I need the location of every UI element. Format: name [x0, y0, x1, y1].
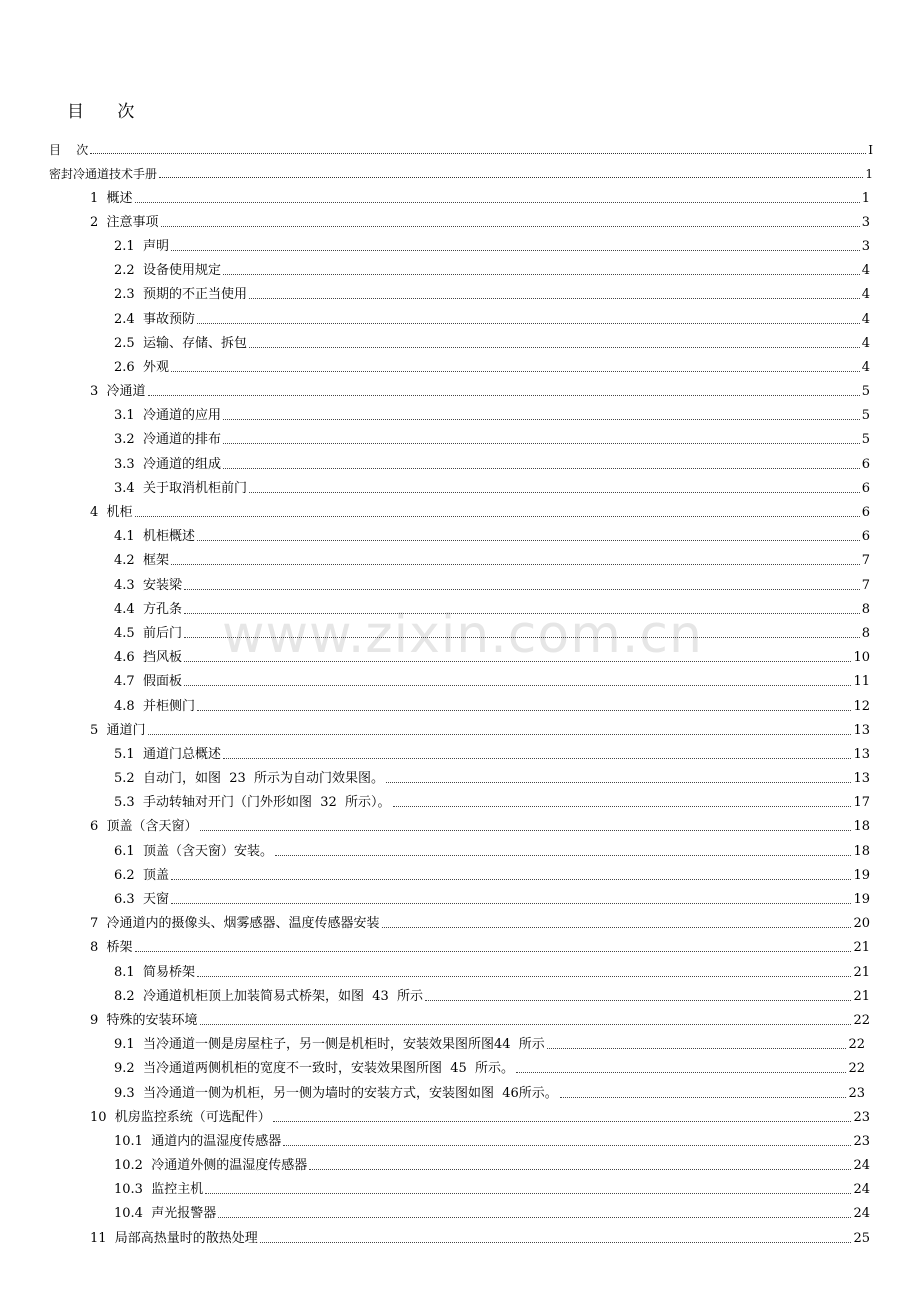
toc-entry-page-number: 21 — [853, 988, 870, 1004]
toc-entry-title: 8 桥架 — [90, 940, 133, 956]
toc-leader-dots — [171, 371, 860, 372]
toc-leader-dots — [516, 1072, 846, 1073]
toc-entry-title: 密封冷通道技术手册 — [49, 167, 158, 182]
toc-leader-dots — [171, 250, 860, 251]
toc-entry[interactable] — [0, 1174, 920, 1198]
toc-entry[interactable] — [0, 739, 920, 763]
toc-leader-dots — [560, 1097, 847, 1098]
toc-entry-title: 5.2 自动门，如图 23 所示为自动门效果图。 — [114, 771, 385, 787]
toc-entry-title: 9.2 当冷通道两侧机柜的宽度不一致时，安装效果图所图 45 所示。 — [114, 1061, 515, 1077]
toc-entry[interactable] — [0, 473, 920, 497]
toc-entry-title: 6.3 天窗 — [114, 892, 169, 907]
toc-entry[interactable] — [0, 1222, 920, 1246]
toc-entry-page-number: 23 — [853, 1109, 870, 1125]
toc-entry[interactable] — [0, 158, 920, 182]
toc-entry[interactable] — [0, 231, 920, 255]
toc-entry-page-number: 6 — [861, 456, 870, 472]
toc-leader-dots — [197, 976, 852, 977]
toc-entry-title: 9.1 当冷通道一侧是房屋柱子，另一侧是机柜时，安装效果图所图44 所示 — [114, 1037, 545, 1053]
toc-entry-page-number: 23 — [853, 1133, 870, 1149]
toc-leader-dots — [184, 685, 852, 686]
toc-entry-page-number: 17 — [853, 795, 870, 811]
toc-entry[interactable] — [0, 642, 920, 666]
toc-entry-title: 4.3 安装梁 — [114, 577, 182, 593]
toc-leader-dots — [283, 1145, 851, 1146]
toc-entry[interactable] — [0, 352, 920, 376]
toc-entry[interactable] — [0, 594, 920, 618]
toc-leader-dots — [197, 710, 852, 711]
toc-entry-page-number: 22 — [848, 1037, 865, 1053]
toc-entry-title: 4.4 方孔条 — [114, 601, 182, 617]
toc-entry[interactable] — [0, 328, 920, 352]
toc-entry-page-number: 22 — [853, 1012, 870, 1028]
toc-entry[interactable] — [0, 448, 920, 472]
toc-leader-dots — [171, 564, 860, 565]
toc-entry-page-number: 11 — [853, 674, 870, 690]
toc-entry[interactable] — [0, 279, 920, 303]
toc-entry[interactable] — [0, 932, 920, 956]
toc-leader-dots — [223, 443, 860, 444]
toc-entry[interactable] — [0, 424, 920, 448]
toc-entry[interactable] — [0, 956, 920, 980]
toc-entry[interactable] — [0, 618, 920, 642]
toc-entry-title: 2.5 运输、存储、拆包 — [114, 335, 247, 351]
toc-entry-page-number: 6 — [861, 505, 870, 520]
toc-leader-dots — [249, 492, 860, 493]
toc-entry-page-number: 22 — [848, 1061, 865, 1077]
toc-entry-page-number: 21 — [853, 940, 870, 956]
toc-entry-title: 6 顶盖（含天窗） — [90, 819, 198, 835]
toc-entry[interactable] — [0, 303, 920, 327]
toc-entry[interactable] — [0, 690, 920, 714]
toc-entry-page-number: 21 — [853, 964, 870, 980]
toc-leader-dots — [171, 879, 852, 880]
toc-leader-dots — [425, 1000, 851, 1001]
toc-entry-page-number: 18 — [853, 819, 870, 835]
toc-leader-dots — [197, 540, 860, 541]
toc-leader-dots — [393, 806, 852, 807]
toc-entry-page-number: 6 — [861, 480, 870, 496]
toc-leader-dots — [309, 1169, 851, 1170]
toc-entry-page-number: 8 — [861, 625, 870, 641]
toc-entry[interactable] — [0, 1005, 920, 1029]
toc-leader-dots — [273, 1121, 852, 1122]
toc-entry-title: 4.6 挡风板 — [114, 650, 182, 666]
toc-entry[interactable] — [0, 763, 920, 787]
toc-entry[interactable] — [0, 182, 920, 206]
toc-leader-dots — [223, 419, 860, 420]
toc-entry-title: 10.2 冷通道外侧的温湿度传感器 — [114, 1158, 308, 1174]
toc-entry-title: 10 机房监控系统（可选配件） — [90, 1109, 271, 1125]
toc-entry[interactable] — [0, 521, 920, 545]
toc-entry-title: 7 冷通道内的摄像头、烟雾感器、温度传感器安装 — [90, 916, 380, 932]
toc-entry-page-number: 1 — [861, 190, 870, 206]
toc-entry-page-number: 7 — [861, 577, 870, 593]
toc-leader-dots — [159, 177, 863, 178]
toc-entry-page-number: 6 — [861, 529, 870, 545]
toc-entry-title: 6.1 顶盖（含天窗）安装。 — [114, 843, 273, 859]
toc-entry-title: 4 机柜 — [90, 505, 133, 520]
toc-entry-page-number: 24 — [853, 1206, 870, 1222]
toc-entry[interactable] — [0, 255, 920, 279]
toc-entry-title: 11 局部高热量时的散热处理 — [90, 1230, 258, 1246]
watermark: www.zixin.com.cn — [222, 605, 703, 665]
toc-entry[interactable] — [0, 134, 920, 158]
toc-entry-page-number: 4 — [861, 263, 870, 279]
toc-entry-title: 4.2 框架 — [114, 553, 169, 569]
toc-entry-page-number: 1 — [865, 167, 873, 182]
toc-entry[interactable] — [0, 1126, 920, 1150]
toc-entry-page-number: 4 — [861, 335, 870, 351]
toc-entry-title: 1 概述 — [90, 190, 133, 206]
toc-entry[interactable] — [0, 1053, 920, 1077]
toc-entry-page-number: 5 — [861, 384, 870, 400]
toc-entry-page-number: 13 — [853, 746, 870, 762]
toc-entry-title: 4.1 机柜概述 — [114, 529, 195, 545]
toc-leader-dots — [148, 734, 852, 735]
toc-entry[interactable] — [0, 1198, 920, 1222]
toc-leader-dots — [135, 516, 860, 517]
toc-entry-page-number: 20 — [853, 916, 870, 932]
toc-entry-title: 2.4 事故预防 — [114, 311, 195, 327]
toc-leader-dots — [249, 347, 860, 348]
toc-leader-dots — [275, 855, 852, 856]
toc-entry-page-number: 13 — [853, 722, 870, 738]
toc-entry[interactable] — [0, 666, 920, 690]
toc-entry-title: 3.2 冷通道的排布 — [114, 432, 221, 448]
page-title: 目 次 — [67, 102, 149, 122]
toc-entry[interactable] — [0, 207, 920, 231]
toc-entry-page-number: 24 — [853, 1158, 870, 1174]
toc-entry-page-number: 8 — [861, 601, 870, 617]
toc-entry[interactable] — [0, 811, 920, 835]
toc-leader-dots — [223, 758, 852, 759]
toc-entry[interactable] — [0, 1102, 920, 1126]
toc-entry-page-number: 5 — [861, 432, 870, 448]
toc-entry-page-number: 5 — [861, 408, 870, 424]
toc-entry-title: 9.3 当冷通道一侧为机柜，另一侧为墙时的安装方式，安装图如图 46所示。 — [114, 1085, 558, 1101]
toc-entry[interactable] — [0, 400, 920, 424]
toc-entry[interactable] — [0, 376, 920, 400]
toc-entry[interactable] — [0, 1029, 920, 1053]
toc-entry[interactable] — [0, 835, 920, 859]
toc-entry-title: 8.2 冷通道机柜顶上加装简易式桥架，如图 43 所示 — [114, 988, 424, 1004]
toc-leader-dots — [260, 1242, 852, 1243]
toc-entry-title: 5.1 通道门总概述 — [114, 746, 221, 762]
toc-leader-dots — [200, 830, 852, 831]
toc-entry-page-number: 7 — [861, 553, 870, 569]
toc-entry-title: 5.3 手动转轴对开门（门外形如图 32 所示）。 — [114, 795, 391, 811]
toc-leader-dots — [135, 202, 860, 203]
toc-entry-page-number: 4 — [861, 287, 870, 303]
toc-entry-title: 10.3 监控主机 — [114, 1182, 204, 1198]
toc-entry[interactable] — [0, 715, 920, 739]
toc-leader-dots — [547, 1048, 847, 1049]
toc-leader-dots — [249, 298, 860, 299]
toc-entry-title: 10.4 声光报警器 — [114, 1206, 217, 1222]
toc-entry-page-number: 3 — [861, 238, 870, 254]
toc-entry-title: 4.7 假面板 — [114, 674, 182, 690]
toc-entry-title: 2 注意事项 — [90, 214, 159, 230]
toc-entry[interactable] — [0, 569, 920, 593]
toc-leader-dots — [148, 395, 860, 396]
toc-entry-title: 2.2 设备使用规定 — [114, 263, 221, 279]
toc-entry-title: 8.1 简易桥架 — [114, 964, 195, 980]
toc-entry-title: 3.3 冷通道的组成 — [114, 456, 221, 472]
toc-entry-page-number: 4 — [861, 311, 870, 327]
toc-entry[interactable] — [0, 1077, 920, 1101]
toc-entry-page-number: I — [868, 143, 873, 158]
toc-entry-page-number: 3 — [861, 214, 870, 230]
toc-leader-dots — [386, 782, 851, 783]
toc-entry[interactable] — [0, 787, 920, 811]
toc-entry-title: 10.1 通道内的温湿度传感器 — [114, 1133, 282, 1149]
toc-entry-page-number: 19 — [853, 892, 870, 907]
toc-entry-title: 5 通道门 — [90, 722, 146, 738]
toc-leader-dots — [382, 927, 852, 928]
toc-entry[interactable] — [0, 497, 920, 521]
toc-entry-page-number: 18 — [853, 843, 870, 859]
toc-leader-dots — [90, 153, 866, 154]
toc-entry-page-number: 12 — [853, 698, 870, 714]
toc-entry-title: 9 特殊的安装环境 — [90, 1012, 198, 1028]
toc-entry-title: 2.1 声明 — [114, 238, 169, 254]
toc-entry-title: 2.6 外观 — [114, 359, 169, 375]
table-of-contents — [0, 134, 920, 1247]
toc-entry-page-number: 4 — [861, 359, 870, 375]
toc-entry[interactable] — [0, 545, 920, 569]
toc-leader-dots — [205, 1193, 851, 1194]
toc-entry-title: 6.2 顶盖 — [114, 867, 169, 883]
toc-entry-page-number: 13 — [853, 771, 870, 787]
toc-entry[interactable] — [0, 1150, 920, 1174]
toc-leader-dots — [197, 323, 860, 324]
toc-entry-page-number: 25 — [853, 1230, 870, 1246]
toc-leader-dots — [184, 637, 860, 638]
toc-leader-dots — [223, 274, 860, 275]
toc-entry[interactable] — [0, 884, 920, 908]
toc-entry-title: 2.3 预期的不正当使用 — [114, 287, 247, 303]
toc-leader-dots — [223, 468, 860, 469]
toc-entry[interactable] — [0, 908, 920, 932]
toc-leader-dots — [218, 1217, 851, 1218]
toc-leader-dots — [184, 613, 860, 614]
toc-leader-dots — [184, 589, 860, 590]
toc-entry[interactable] — [0, 860, 920, 884]
toc-entry-title: 目 次 — [49, 143, 89, 158]
toc-entry-page-number: 19 — [853, 867, 870, 883]
toc-entry-page-number: 10 — [853, 650, 870, 666]
toc-entry-title: 4.5 前后门 — [114, 625, 182, 641]
toc-entry-title: 3.1 冷通道的应用 — [114, 408, 221, 424]
toc-entry-page-number: 24 — [853, 1182, 870, 1198]
toc-entry[interactable] — [0, 981, 920, 1005]
toc-leader-dots — [171, 903, 852, 904]
toc-leader-dots — [200, 1024, 852, 1025]
toc-entry-page-number: 23 — [848, 1085, 865, 1101]
toc-leader-dots — [135, 951, 852, 952]
toc-entry-title: 3.4 关于取消机柜前门 — [114, 480, 247, 496]
toc-leader-dots — [161, 226, 860, 227]
toc-entry-title: 3 冷通道 — [90, 384, 146, 400]
toc-leader-dots — [184, 661, 852, 662]
toc-entry-title: 4.8 并柜侧门 — [114, 698, 195, 714]
